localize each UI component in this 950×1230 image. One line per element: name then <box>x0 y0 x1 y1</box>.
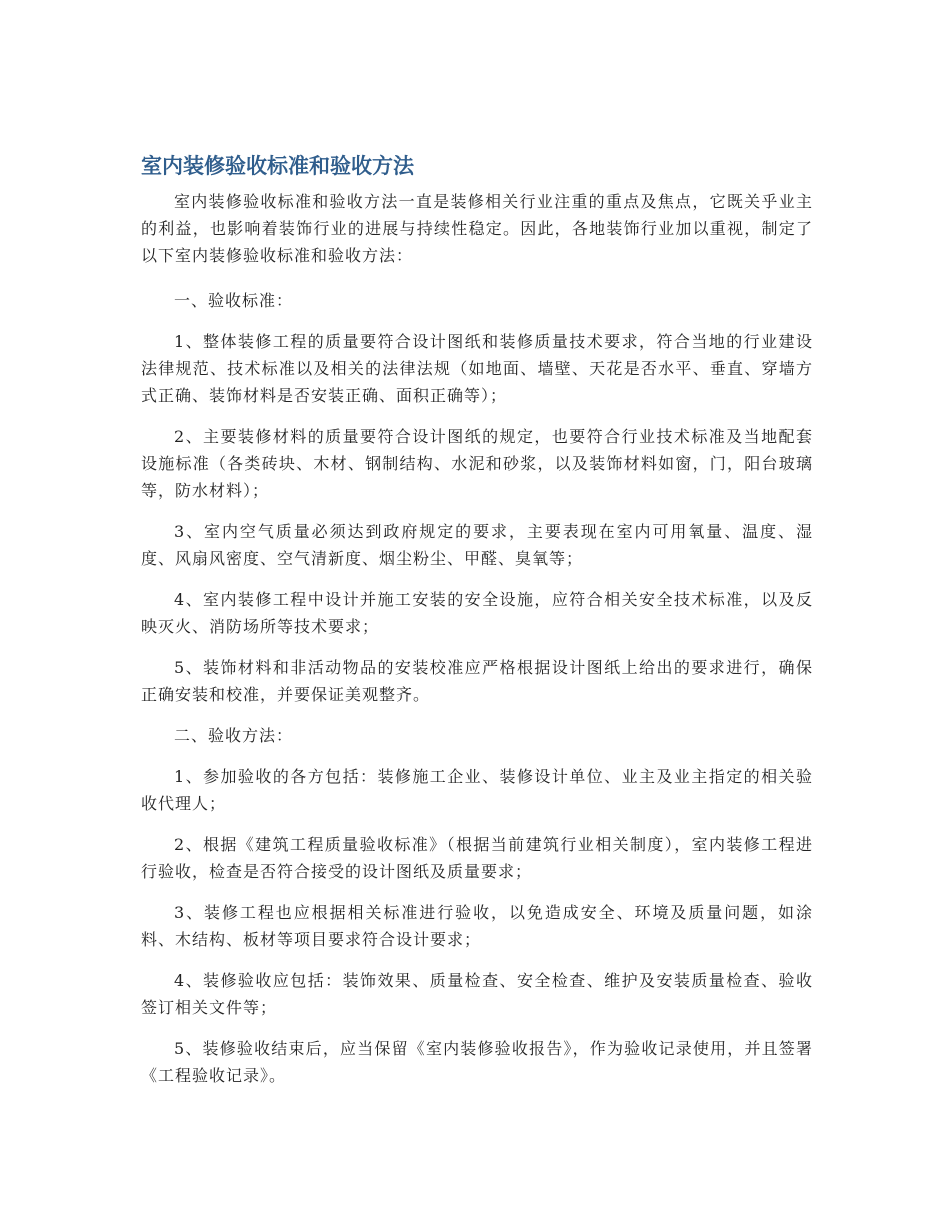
document-content <box>141 150 813 1103</box>
intro-paragraph: 室内装修验收标准和验收方法一直是装修相关行业注重的重点及焦点，它既关乎业主的利益，也影响着装饰行业的进展与持续性稳定。因此，各地装饰行业加以重视，制定了以下室内装修验收标准和验收方法： <box>141 192 813 265</box>
standard-item-4: 4、室内装修工程中设计并施工安装的安全设施，应符合相关安全技术标准，以及反映灭火、消防场所等技术要求； <box>141 590 813 636</box>
standard-item-2: 2、主要装修材料的质量要符合设计图纸的规定，也要符合行业技术标准及当地配套设施标准（各类砖块、木材、钢制结构、水泥和砂浆，以及装饰材料如窗，门，阳台玻璃等，防水材料）； <box>141 427 813 500</box>
method-item-2: 2、根据《建筑工程质量验收标准》（根据当前建筑行业相关制度），室内装修工程进行验收，检查是否符合接受的设计图纸及质量要求； <box>141 835 813 881</box>
section-heading-methods: 二、验收方法： <box>174 726 294 745</box>
method-item-4: 4、装修验收应包括：装饰效果、质量检查、安全检查、维护及安装质量检查、验收签订相关文件等； <box>141 971 813 1017</box>
standard-item-3: 3、室内空气质量必须达到政府规定的要求，主要表现在室内可用氧量、温度、湿度、风扇风密度、空气清新度、烟尘粉尘、甲醛、臭氧等； <box>141 522 813 568</box>
standard-item-5: 5、装饰材料和非活动物品的安装校准应严格根据设计图纸上给出的要求进行，确保正确安装和校准，并要保证美观整齐。 <box>141 658 813 704</box>
method-item-1: 1、参加验收的各方包括：装修施工企业、装修设计单位、业主及业主指定的相关验收代理人； <box>141 767 813 813</box>
method-item-5: 5、装修验收结束后，应当保留《室内装修验收报告》，作为验收记录使用，并且签署《工程验收记录》。 <box>141 1039 813 1085</box>
standard-item-1: 1、整体装修工程的质量要符合设计图纸和装修质量技术要求，符合当地的行业建设法律规范、技术标准以及相关的法律法规（如地面、墙壁、天花是否水平、垂直、穿墙方式正确、装饰材料是否安装正确、面积正确等）； <box>141 332 813 405</box>
page-title: 室内装修验收标准和验收方法 <box>141 154 414 178</box>
section-heading-standards: 一、验收标准： <box>174 291 294 310</box>
method-item-3: 3、装修工程也应根据相关标准进行验收，以免造成安全、环境及质量问题，如涂料、木结构、板材等项目要求符合设计要求； <box>141 903 813 949</box>
